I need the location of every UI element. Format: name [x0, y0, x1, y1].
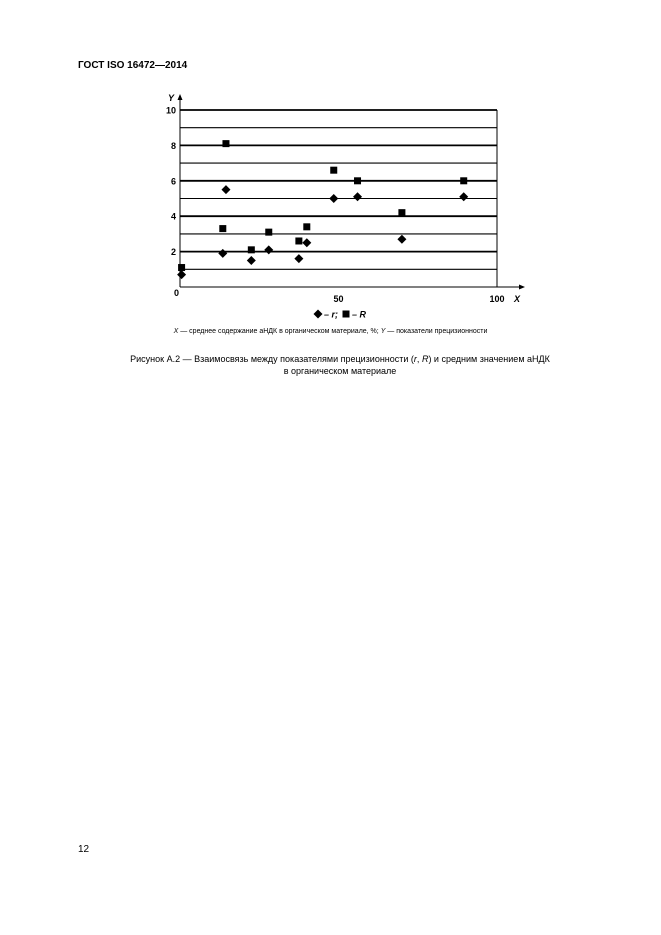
legend-label-R: – R: [352, 309, 367, 320]
point-r-7: [329, 194, 338, 203]
y-axis-label: Y: [167, 93, 174, 103]
point-r-4: [264, 245, 273, 254]
caption-part-1: Рисунок А.2 — Взаимосвязь между показателями прецизионности (: [130, 354, 414, 364]
x-axis-label: X: [513, 294, 521, 304]
y-axis-arrow: [178, 94, 183, 100]
y-tick-label-8: 8: [170, 140, 176, 151]
y-tick-label-10: 10: [165, 105, 176, 116]
point-R-0: [178, 264, 185, 271]
point-R-7: [330, 167, 337, 174]
point-r-5: [294, 254, 303, 263]
point-r-6: [302, 238, 311, 247]
point-R-9: [398, 209, 405, 216]
caption-line-2: в органическом материале: [283, 366, 397, 376]
point-R-8: [354, 177, 361, 184]
y-variable: Y: [380, 328, 386, 335]
caption-comma: ,: [416, 354, 422, 364]
document-header: ГОСТ ISO 16472—2014: [78, 60, 188, 71]
point-r-0: [177, 270, 186, 279]
legend: [314, 310, 367, 320]
point-R-3: [248, 246, 255, 253]
x-axis-arrow: [519, 285, 525, 290]
data-points: [177, 140, 468, 279]
point-r-10: [459, 192, 468, 201]
y-tick-label-2: 2: [170, 247, 176, 258]
point-R-1: [219, 225, 226, 232]
point-r-1: [218, 249, 227, 258]
y-tick-label-4: 4: [170, 211, 176, 222]
page-number: 12: [78, 844, 90, 855]
point-R-4: [265, 229, 272, 236]
point-R-2: [222, 140, 229, 147]
point-r-9: [397, 235, 406, 244]
legend-label-r: – r;: [324, 309, 339, 320]
axes: [178, 94, 526, 290]
y-tick-label-6: 6: [170, 176, 176, 187]
x-variable: X: [173, 328, 179, 335]
y-description: — показатели прецизионности: [385, 328, 488, 335]
x-tick-label-100: 100: [489, 294, 505, 304]
point-R-6: [303, 223, 310, 230]
x-description: — среднее содержание аНДК в органическом материале, %;: [178, 328, 381, 335]
point-R-10: [460, 177, 467, 184]
caption-R: R: [421, 354, 429, 364]
axis-caption: [0, 328, 661, 335]
figure-caption: [70, 353, 610, 377]
caption-r: r: [413, 354, 417, 364]
point-r-3: [247, 256, 256, 265]
legend-square-marker: [343, 311, 350, 318]
scatter-chart: [0, 0, 661, 330]
legend-diamond-marker: [314, 310, 323, 319]
point-r-2: [221, 185, 230, 194]
x-tick-label-50: 50: [333, 294, 344, 304]
x-tick-label-0: 0: [173, 288, 179, 298]
point-r-8: [353, 192, 362, 201]
point-R-5: [295, 237, 302, 244]
caption-part-2: ) и средним значением аНДК: [428, 354, 550, 364]
